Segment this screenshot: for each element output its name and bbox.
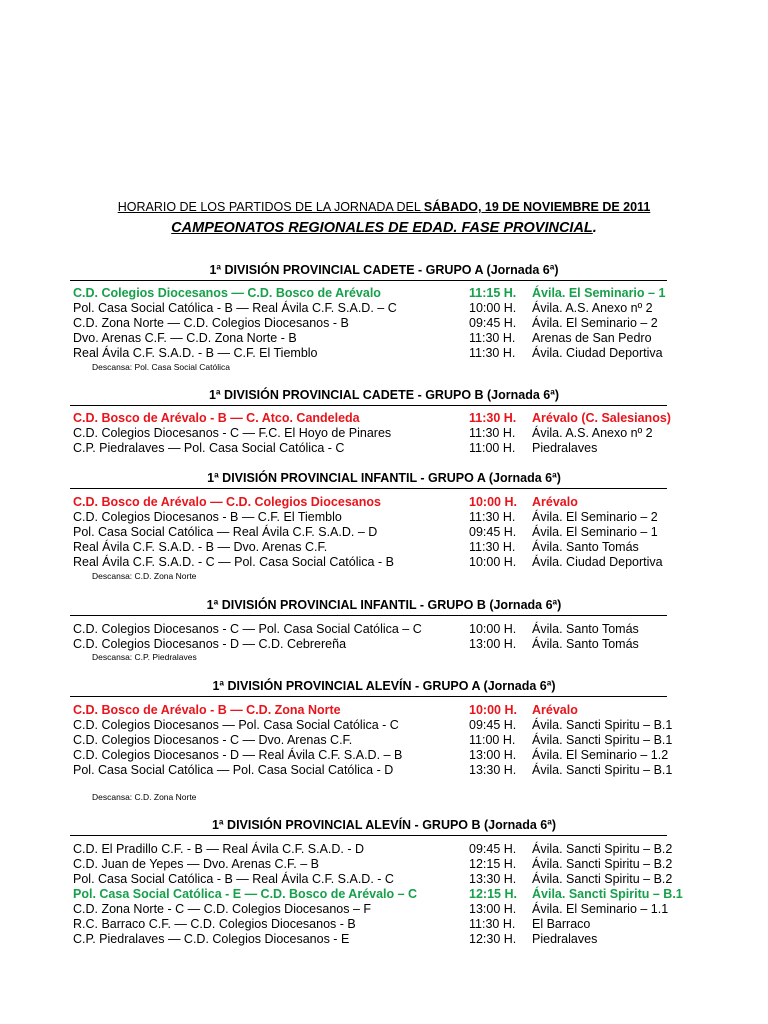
match-venue: Arenas de San Pedro xyxy=(532,331,652,345)
section-title: 1ª DIVISIÓN PROVINCIAL INFANTIL - GRUPO A (Jornada 6ª) xyxy=(207,471,561,485)
match-row xyxy=(0,510,768,525)
match-teams: C.D. Colegios Diocesanos - C — F.C. El Hoyo de Pinares xyxy=(73,426,392,440)
section-divider xyxy=(70,488,667,489)
match-time: 11:30 H. xyxy=(469,510,516,524)
match-venue: Ávila. Sancti Spiritu – B.1 xyxy=(532,887,683,901)
match-row xyxy=(0,763,768,778)
match-row xyxy=(0,917,768,932)
match-teams: C.P. Piedralaves — Pol. Casa Social Católica - C xyxy=(73,441,345,455)
championship-title-period: . xyxy=(592,220,597,236)
match-time: 09:45 H. xyxy=(469,718,517,732)
match-teams: C.D. El Pradillo C.F. - B — Real Ávila C.F. S.A.D. - D xyxy=(73,842,365,856)
match-venue: Ávila. Sancti Spiritu – B.2 xyxy=(532,857,673,871)
match-row xyxy=(0,733,768,748)
match-teams: Pol. Casa Social Católica - B — Real Ávila C.F. S.A.D. - C xyxy=(73,872,394,886)
section-divider xyxy=(70,696,667,697)
match-venue: Ávila. Sancti Spiritu – B.2 xyxy=(532,872,673,886)
match-venue: Piedralaves xyxy=(532,441,598,455)
match-time: 11:30 H. xyxy=(469,411,517,425)
match-time: 12:15 H. xyxy=(469,887,517,901)
match-venue: Ávila. A.S. Anexo nº 2 xyxy=(532,301,653,315)
section-title: 1ª DIVISIÓN PROVINCIAL CADETE - GRUPO A (Jornada 6ª) xyxy=(209,263,559,277)
match-venue: Ávila. El Seminario – 2 xyxy=(532,316,658,330)
match-time: 13:30 H. xyxy=(469,763,517,777)
match-time: 11:30 H. xyxy=(469,426,516,440)
match-row xyxy=(0,555,768,570)
match-row xyxy=(0,525,768,540)
match-venue: Ávila. El Seminario – 1 xyxy=(532,286,666,300)
match-row xyxy=(0,411,768,426)
championship-title-text: CAMPEONATOS REGIONALES DE EDAD. FASE PROVINCIAL xyxy=(171,220,593,236)
match-teams: C.D. Bosco de Arévalo — C.D. Colegios Diocesanos xyxy=(73,495,381,509)
match-venue: Ávila. Santo Tomás xyxy=(532,622,639,636)
match-row xyxy=(0,872,768,887)
match-row xyxy=(0,637,768,652)
match-row xyxy=(0,902,768,917)
match-row xyxy=(0,842,768,857)
match-teams: C.D. Colegios Diocesanos - D — C.D. Cebrereña xyxy=(73,637,347,651)
match-time: 12:30 H. xyxy=(469,932,517,946)
section-divider xyxy=(70,835,667,836)
section-title: 1ª DIVISIÓN PROVINCIAL ALEVÍN - GRUPO B (Jornada 6ª) xyxy=(211,818,557,832)
match-teams: C.D. Colegios Diocesanos — Pol. Casa Social Católica - C xyxy=(73,718,399,732)
match-teams: C.D. Colegios Diocesanos - D — Real Ávila C.F. S.A.D. – B xyxy=(73,748,403,762)
match-teams: Real Ávila C.F. S.A.D. - C — Pol. Casa Social Católica - B xyxy=(73,555,394,569)
match-teams: Pol. Casa Social Católica — Real Ávila C.F. S.A.D. – D xyxy=(73,525,378,539)
match-time: 10:00 H. xyxy=(469,622,517,636)
match-venue: Ávila. Santo Tomás xyxy=(532,637,639,651)
section-divider xyxy=(70,405,667,406)
match-teams: Real Ávila C.F. S.A.D. - B — Dvo. Arenas C.F. xyxy=(73,540,328,554)
match-row xyxy=(0,301,768,316)
match-row xyxy=(0,331,768,346)
match-row xyxy=(0,718,768,733)
match-venue: Ávila. A.S. Anexo nº 2 xyxy=(532,426,653,440)
match-teams: C.D. Colegios Diocesanos - B — C.F. El Tiemblo xyxy=(73,510,342,524)
match-venue: Ávila. Sancti Spiritu – B.1 xyxy=(532,718,673,732)
match-venue: Ávila. Sancti Spiritu – B.1 xyxy=(532,733,673,747)
match-time: 11:30 H. xyxy=(469,540,516,554)
match-time: 11:15 H. xyxy=(469,286,517,300)
match-time: 10:00 H. xyxy=(469,495,517,509)
match-teams: C.D. Colegios Diocesanos - C — Dvo. Arenas C.F. xyxy=(73,733,353,747)
match-venue: Arévalo xyxy=(532,703,578,717)
match-time: 10:00 H. xyxy=(469,555,517,569)
match-row xyxy=(0,748,768,763)
match-venue: Arévalo xyxy=(532,495,578,509)
section-divider xyxy=(70,280,667,281)
match-venue: El Barraco xyxy=(532,917,591,931)
match-venue: Arévalo (C. Salesianos) xyxy=(532,411,671,425)
section-divider xyxy=(70,615,667,616)
match-row xyxy=(0,887,768,902)
match-row xyxy=(0,316,768,331)
rest-team-note: Descansa: Pol. Casa Social Católica xyxy=(92,362,230,372)
match-time: 11:30 H. xyxy=(469,346,516,360)
match-teams: C.D. Zona Norte — C.D. Colegios Diocesanos - B xyxy=(73,316,349,330)
match-teams: Real Ávila C.F. S.A.D. - B — C.F. El Tiemblo xyxy=(73,346,318,360)
match-teams: C.D. Colegios Diocesanos - C — Pol. Casa Social Católica – C xyxy=(73,622,422,636)
match-venue: Ávila. El Seminario – 1.2 xyxy=(532,748,669,762)
match-row xyxy=(0,857,768,872)
match-row xyxy=(0,495,768,510)
match-time: 11:00 H. xyxy=(469,733,516,747)
match-teams: C.D. Bosco de Arévalo - B — C. Atco. Candeleda xyxy=(73,411,360,425)
match-teams: Dvo. Arenas C.F. — C.D. Zona Norte - B xyxy=(73,331,297,345)
match-time: 11:30 H. xyxy=(469,331,516,345)
match-row xyxy=(0,441,768,456)
section-title: 1ª DIVISIÓN PROVINCIAL CADETE - GRUPO B (Jornada 6ª) xyxy=(208,388,560,402)
match-venue: Ávila. Ciudad Deportiva xyxy=(532,346,663,360)
rest-team-note: Descansa: C.D. Zona Norte xyxy=(92,571,197,581)
match-time: 11:00 H. xyxy=(469,441,516,455)
heading-date: SÁBADO, 19 DE NOVIEMBRE DE 2011 xyxy=(423,200,651,214)
rest-team-note: Descansa: C.P. Piedralaves xyxy=(92,652,197,662)
match-time: 13:00 H. xyxy=(469,748,517,762)
match-row xyxy=(0,540,768,555)
match-venue: Ávila. El Seminario – 1 xyxy=(532,525,658,539)
match-row xyxy=(0,346,768,361)
section-title: 1ª DIVISIÓN PROVINCIAL ALEVÍN - GRUPO A (Jornada 6ª) xyxy=(212,679,556,693)
match-teams: C.D. Zona Norte - C — C.D. Colegios Diocesanos – F xyxy=(73,902,372,916)
match-venue: Ávila. El Seminario – 1.1 xyxy=(532,902,669,916)
match-time: 10:00 H. xyxy=(469,703,517,717)
schedule-heading xyxy=(0,199,768,215)
match-teams: Pol. Casa Social Católica - E — C.D. Bosco de Arévalo – C xyxy=(73,887,418,901)
match-row xyxy=(0,426,768,441)
match-teams: R.C. Barraco C.F. — C.D. Colegios Diocesanos - B xyxy=(73,917,356,931)
match-time: 11:30 H. xyxy=(469,917,516,931)
match-venue: Ávila. Ciudad Deportiva xyxy=(532,555,663,569)
match-teams: Pol. Casa Social Católica — Pol. Casa Social Católica - D xyxy=(73,763,394,777)
match-time: 13:00 H. xyxy=(469,902,517,916)
heading-plain: HORARIO DE LOS PARTIDOS DE LA JORNADA DEL xyxy=(117,200,424,214)
match-venue: Ávila. Santo Tomás xyxy=(532,540,639,554)
match-time: 09:45 H. xyxy=(469,525,517,539)
match-time: 10:00 H. xyxy=(469,301,517,315)
match-venue: Ávila. Sancti Spiritu – B.1 xyxy=(532,763,673,777)
match-teams: C.D. Colegios Diocesanos — C.D. Bosco de Arévalo xyxy=(73,286,381,300)
championship-title xyxy=(0,218,768,238)
match-venue: Piedralaves xyxy=(532,932,598,946)
match-time: 12:15 H. xyxy=(469,857,517,871)
match-row xyxy=(0,622,768,637)
match-teams: Pol. Casa Social Católica - B — Real Ávila C.F. S.A.D. – C xyxy=(73,301,397,315)
match-row xyxy=(0,286,768,301)
match-time: 09:45 H. xyxy=(469,842,517,856)
match-time: 09:45 H. xyxy=(469,316,517,330)
match-row xyxy=(0,932,768,947)
rest-team-note: Descansa: C.D. Zona Norte xyxy=(92,792,197,802)
match-row xyxy=(0,703,768,718)
section-title: 1ª DIVISIÓN PROVINCIAL INFANTIL - GRUPO B (Jornada 6ª) xyxy=(206,598,562,612)
match-time: 13:30 H. xyxy=(469,872,517,886)
match-venue: Ávila. Sancti Spiritu – B.2 xyxy=(532,842,673,856)
match-teams: C.D. Juan de Yepes — Dvo. Arenas C.F. – B xyxy=(73,857,319,871)
match-venue: Ávila. El Seminario – 2 xyxy=(532,510,658,524)
match-teams: C.P. Piedralaves — C.D. Colegios Diocesanos - E xyxy=(73,932,350,946)
match-teams: C.D. Bosco de Arévalo - B — C.D. Zona Norte xyxy=(73,703,341,717)
match-time: 13:00 H. xyxy=(469,637,517,651)
